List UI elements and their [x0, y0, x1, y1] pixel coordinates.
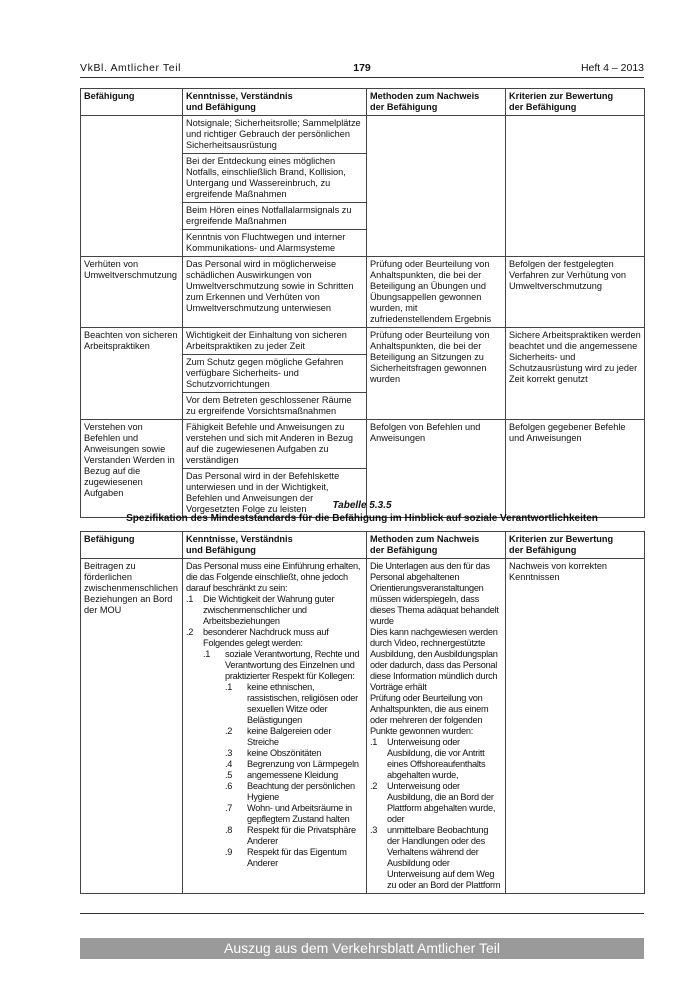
cell-criteria: [506, 116, 645, 257]
list-item: .1 soziale Verantwortung, Rechte und Verantwortung des Einzelnen und praktizierter Respekt für Kollegen: .1 keine ethnischen, rassistischen, religiösen oder sexuellen Witze oder Belästigungen .2 keine Balgereien oder Streiche .3 keine Obszönitäten .4 Begrenzung von Lärmpegeln .5 angemessene Kleidung .6 Beachtung der persönlichen Hygiene .7 Wohn- und Arbeitsräume in gepflegtem Zustand halten .8 Respekt für die Privatsphäre Anderer .9 Respekt für das Eigentum Anderer: [203, 649, 363, 869]
knowledge-item: Beim Hören eines Notfallalarmsignals zu ergreifende Maßnahmen: [183, 202, 366, 227]
cell-criteria: Befolgen gegebener Befehle und Anweisungen: [506, 420, 645, 518]
footer-band: Auszug aus dem Verkehrsblatt Amtlicher Teil: [80, 938, 644, 959]
cell-knowledge: [183, 116, 367, 257]
methods-paragraph: Prüfung oder Beurteilung von Anhaltspunkten, die aus einem oder mehreren der folgenden Punkte gewonnen wurden:: [370, 693, 489, 736]
header-methods: Methoden zum Nachweis der Befähigung: [367, 532, 506, 559]
methods-paragraph: Dies kann nachgewiesen werden durch Video, rechnergestützte Ausbildung, den Ausbildungsplan oder dadurch, dass das Personal diese Information mündlich durch Vorträge erhält: [370, 627, 498, 692]
cell-competence: Beachten von sicheren Arbeitspraktiken: [81, 328, 183, 420]
list-item: .4 Begrenzung von Lärmpegeln: [225, 759, 359, 769]
knowledge-intro: Das Personal muss eine Einführung erhalten, die das Folgende einschließt, ohne jedoch darauf beschränkt zu sein:: [186, 561, 361, 593]
cell-competence: [81, 116, 183, 257]
table-row: [81, 257, 645, 328]
header-knowledge: Kenntnisse, Verständnis und Befähigung: [183, 532, 367, 559]
cell-criteria: Befolgen der festgelegten Verfahren zur Verhütung von Umweltverschmutzung: [506, 257, 645, 328]
list-item: .7 Wohn- und Arbeitsräume in gepflegtem Zustand halten: [225, 803, 352, 824]
list-item: .3 keine Obszönitäten: [225, 748, 322, 758]
cell-knowledge: [183, 328, 367, 420]
list-item: .9 Respekt für das Eigentum Anderer: [225, 847, 347, 868]
list-item: .2 keine Balgereien oder Streiche: [225, 726, 332, 747]
header-methods: Methoden zum Nachweis der Befähigung: [367, 89, 506, 116]
table-caption: [80, 499, 644, 525]
cell-methods: Prüfung oder Beurteilung von Anhaltspunkten, die bei der Beteiligung an Übungen und Übungsappellen gewonnen wurden, mit zufriedenstellendem Ergebnis: [367, 257, 506, 328]
methods-list: [370, 737, 502, 891]
cell-methods: Prüfung oder Beurteilung von Anhaltspunkten, die bei der Beteiligung an Sitzungen zu Sicherheitsfragen gewonnen wurden: [367, 328, 506, 420]
table-row: [81, 559, 645, 894]
knowledge-item: Kenntnis von Fluchtwegen und interner Kommunikations- und Alarmsysteme: [183, 229, 366, 254]
page-number: 179: [353, 62, 371, 74]
cell-methods: [367, 559, 506, 894]
header-criteria: Kriterien zur Bewertung der Befähigung: [506, 89, 645, 116]
knowledge-item: Bei der Entdeckung eines möglichen Notfalls, einschließlich Brand, Kollision, Untergang und Wassereinbruch, zu ergreifende Maßnahmen: [183, 153, 366, 200]
cell-methods: Befolgen von Befehlen und Anweisungen: [367, 420, 506, 518]
list-item: .5 angemessene Kleidung: [225, 770, 339, 780]
methods-paragraph: Die Unterlagen aus den für das Personal abgehaltenen Orientierungsveranstaltungen müssen widerspiegeln, dass dieses Thema adäquat behandelt wurde: [370, 561, 499, 626]
cell-knowledge: Das Personal wird in möglicherweise schädlichen Auswirkungen von Umweltverschmutzung sowie in Schritten zum Erkennen und Verhüten von Umweltverschmutzung unterwiesen: [183, 257, 367, 328]
cell-knowledge: [183, 559, 367, 894]
table-number: Tabelle 5.3.5: [332, 500, 392, 511]
list-item: .1 Unterweisung oder Ausbildung, die vor Antritt eines Offshoreaufenthalts abgehalten wurde,: [370, 737, 486, 780]
social-responsibility-table: [80, 531, 645, 894]
knowledge-item: Fähigkeit Befehle und Anweisungen zu verstehen und sich mit Anderen in Bezug auf die zugewiesenen Aufgaben zu verständigen: [186, 422, 354, 465]
knowledge-list: [186, 594, 363, 869]
knowledge-item: Zum Schutz gegen mögliche Gefahren verfügbare Sicherheits- und Schutzvorrichtungen: [183, 354, 366, 390]
table-row: [81, 116, 645, 257]
knowledge-item: Vor dem Betreten geschlossener Räume zu ergreifende Vorsichtsmaßnahmen: [183, 392, 366, 417]
knowledge-item: Das Personal wird in der Befehlskette unterwiesen und in der Wichtigkeit, Befehlen und Anweisungen der Vorgesetzten Folge zu leisten: [183, 468, 366, 515]
list-item: .1 Die Wichtigkeit der Wahrung guter zwischenmenschlicher und Arbeitsbeziehungen: [186, 594, 335, 626]
cell-competence: Verstehen von Befehlen und Anweisungen sowie Verstanden Werden in Bezug auf die zugewiesenen Aufgaben: [81, 420, 183, 518]
footer-rule: [80, 913, 644, 914]
cell-criteria: Nachweis von korrekten Kenntnissen: [506, 559, 645, 894]
table-title: Spezifikation des Mindeststandards für die Befähigung im Hinblick auf soziale Verantwortlichkeiten: [126, 513, 598, 524]
knowledge-item: Notsignale; Sicherheitsrolle; Sammelplätze und richtiger Gebrauch der persönlichen Sicherheitsausrüstung: [186, 118, 361, 150]
header-criteria: Kriterien zur Bewertung der Befähigung: [506, 532, 645, 559]
list-item: .2 besonderer Nachdruck muss auf Folgendes gelegt werden: .1 soziale Verantwortung, Rechte und Verantwortung des Einzelnen und praktizierter Respekt für Kollegen: .1 keine ethnischen, rassistischen, religiösen oder sexuellen Witze oder Belästigungen .2 keine Balgereien oder Streiche .3 keine Obszönitäten .4 Begrenzung von Lärmpegeln .5 angemessene Kleidung .6 Beachtung der persönlichen Hygiene .7 Wohn- und Arbeitsräume in gepflegtem Zustand halten .8 Respekt für die Privatsphäre Anderer .9 Respekt für das Eigentum Anderer: [186, 627, 363, 869]
list-item: .2 Unterweisung oder Ausbildung, die an Bord der Plattform abgehalten wurde, oder: [370, 781, 496, 824]
list-item: .3 unmittelbare Beobachtung der Handlungen oder des Verhaltens während der Ausbildung oder Unterweisung auf dem Weg zu oder an Bord der Plattform: [370, 825, 501, 890]
cell-competence: Beitragen zu förderlichen zwischenmenschlichen Beziehungen an Bord der MOU: [81, 559, 183, 894]
cell-criteria: Sichere Arbeitspraktiken werden beachtet und die angemessene Sicherheits- und Schutzausrüstung wird zu jeder Zeit korrekt genutzt: [506, 328, 645, 420]
knowledge-sublist: [203, 649, 363, 869]
header-competence: Befähigung: [81, 89, 183, 116]
table-header-row: [81, 532, 645, 559]
header-knowledge: Kenntnisse, Verständnis und Befähigung: [183, 89, 367, 116]
list-item: .1 keine ethnischen, rassistischen, religiösen oder sexuellen Witze oder Belästigungen: [225, 682, 358, 725]
list-item: .8 Respekt für die Privatsphäre Anderer: [225, 825, 356, 846]
cell-competence: Verhüten von Umweltverschmutzung: [81, 257, 183, 328]
knowledge-item: Wichtigkeit der Einhaltung von sicheren Arbeitspraktiken zu jeder Zeit: [186, 330, 347, 351]
respect-points-list: [225, 682, 363, 869]
list-item: .6 Beachtung der persönlichen Hygiene: [225, 781, 355, 802]
competence-table-continued: [80, 88, 645, 518]
table-header-row: [81, 89, 645, 116]
running-header: [80, 62, 644, 76]
journal-title: VkBl. Amtlicher Teil: [80, 62, 182, 74]
cell-methods: [367, 116, 506, 257]
issue-label: Heft 4 – 2013: [580, 62, 644, 74]
table-row: [81, 328, 645, 420]
header-rule: [80, 77, 644, 78]
header-competence: Befähigung: [81, 532, 183, 559]
